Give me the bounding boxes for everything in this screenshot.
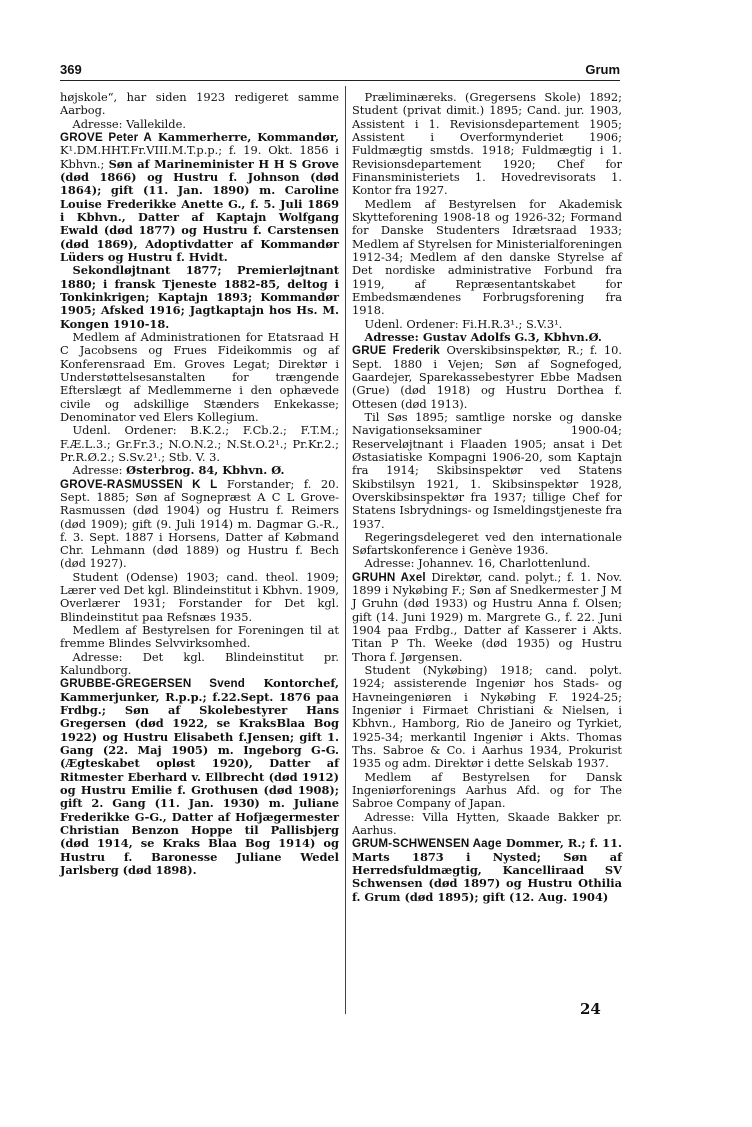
entry-grove — [60, 131, 339, 264]
paragraph: Til Søs 1895; samtlige norske og danske Navigationseksaminer 1900-04; Reserveløjtnant i Flaaden 1905; ansat i Det Østasiatiske Kompagni 1906-20, som Kaptajn fra 1914; Skibsinspektør ved Statens Skibstilsyn 1921, 1. Skibsinspektør 1928, Overskibsinspektør fra 1937; tillige Chef for Statens Isbrydnings- og Ismeldingstjeneste fra 1937. — [352, 409, 622, 531]
paragraph: Præliminæreks. (Gregersens Skole) 1892; Student (privat dimit.) 1895; Cand. jur. 1903, Assistent i 1. Revisionsdepartement 1905; Assistent i Overformynderiet 1906; Fuldmægtig smstds. 1918; Fuldmægtig i 1. Revisionsdepartement 1920; Chef for Finansministeriets 1. Hovedrevisorats 1. Kontor fra 1927. — [352, 90, 622, 198]
entry-text: Dommer, R.; f. 11. Marts 1873 i Nysted; Søn af Herredsfuldmægtig, Kancelliraad SV Schwensen (død 1897) og Hustru Othilia f. Grum (død 1895); gift (12. Aug. 1904) — [352, 836, 622, 904]
address-line: Adresse: Det kgl. Blindeinstitut pr. Kalundborg. — [60, 649, 339, 678]
entry-name: GRUM-SCHWENSEN Aage — [352, 837, 502, 851]
entry-grue — [352, 344, 622, 411]
entry-text: Marineminister H H S Grove (død 1866) og Hustru f. Johnson (død 1864); gift (11. Jan. 1890) m. Caroline Louise Frederikke Anette G., f. 5. Juli 1869 i Kbhvn., Datter af Kaptajn Wolfgang Ewald (død 1877) og Hustru f. Carstensen (død 1869), Adoptivdatter af Kommandør Lüders og Hustru f. Hvidt. — [60, 156, 339, 264]
paragraph: Student (Nykøbing) 1918; cand. polyt. 1924; assisterende Ingeniør hos Stads- og Havneingeniøren i Nykøbing F. 1924-25; Ingeniør i Firmaet Christiani & Nielsen, i Kbhvn., Hamborg, Rio de Janeiro og Tyrkiet, 1925-34; merkantil Ingeniør i Akts. Thomas Ths. Sabroe & Co. i Aarhus 1934, Prokurist 1935 og adm. Direktør i dette Selskab 1937. — [352, 663, 622, 771]
header-keyword: Grum — [585, 62, 620, 77]
paragraph: Medlem af Administrationen for Etatsraad H C Jacobsens og Frues Fideikommis og af Konferensraad Em. Groves Legat; Direktør i Understøttelsesanstalten for trængende Efterslægt af Medlemmerne i den ophævede civile og adskillige Stænders Enkekasse; Denominator ved Elers Kollegium. — [60, 329, 339, 424]
paragraph: Student (Odense) 1903; cand. theol. 1909; Lærer ved Det kgl. Blindeinstitut i Kbhvn. 1909, Overlærer 1931; Forstander for Det kgl. Blindeinstitut paa Refsnæs 1935. — [60, 569, 339, 624]
paragraph: højskole“, har siden 1923 redigeret samme Aarbog. — [60, 90, 339, 118]
entry-grum-schwensen — [352, 837, 622, 904]
paragraph: Udenl. Ordener: B.K.2.; F.Cb.2.; F.T.M.; F.Æ.L.3.; Gr.Fr.3.; N.O.N.2.; N.St.O.2¹.; Pr.Kr.2.; Pr.R.Ø.2.; S.Sv.2¹.; Stb. V. 3. — [60, 423, 339, 464]
paragraph: Udenl. Ordener: Fi.H.R.3¹.; S.V.3¹. — [364, 316, 563, 331]
address-line: Adresse: Johannev. 16, Charlottenlund. — [364, 556, 591, 571]
running-header — [60, 62, 620, 80]
page-number: 369 — [60, 62, 82, 77]
address-label: Adresse: — [72, 463, 127, 478]
address-line: Adresse: Vallekilde. — [72, 116, 186, 131]
entry-name: GRUE Frederik — [352, 344, 440, 358]
entry-text: Kontorchef, Kammerjunker, R.p.p.; f.22.Sept. 1876 paa Frdbg.; Søn af Skolebestyrer Hans Gregersen (død 1922, se KraksBlaa Bog 1922) og Hustru Elisabeth f.Jensen; gift 1. Gang (22. Maj 1905) m. Ingeborg G-G. (Ægteskabet opløst 1920), Datter af Ritmester Eberhard v. Ellbrecht (død 1912) og Hustru Emilie f. Grothusen (død 1908); gift 2. Gang (11. Jan. 1930) m. Juliane Frederikke G-G., Datter af Hofjægermester Christian Benzon Hoppe til Pallisbjerg (død 1914, se Kraks Blaa Bog 1914) og Hustru f. Baronesse Juliane Wedel Jarlsberg (død 1898). — [60, 676, 339, 878]
header-rule — [60, 80, 620, 81]
address-line: Adresse: Villa Hytten, Skaade Bakker pr. Aarhus. — [352, 809, 622, 838]
entry-name: GROVE-RASMUSSEN K L — [60, 477, 218, 491]
paragraph: Medlem af Bestyrelsen for Dansk Ingeniørforenings Aarhus Afd. og for The Sabroe Company of Japan. — [352, 769, 622, 811]
entry-text: Overskibsinspektør, R.; f. 10. Sept. 1880 i Vejen; Søn af Sognefoged, Gaardejer, Sparekassebestyrer Ebbe Madsen (Grue) (død 1918) og Hustru Dorthea f. Ottesen (død 1913). — [352, 343, 622, 411]
paragraph: Sekondløjtnant 1877; Premierløjtnant 1880; i fransk Tjeneste 1882-85, deltog i Tonkinkrigen; Kaptajn 1893; Kommandør 1905; Afsked 1916; Jagtkaptajn hos Hs. M. Kongen 1910-18. — [60, 263, 339, 331]
paragraph: Regeringsdelegeret ved den internationale Søfartskonference i Genève 1936. — [352, 529, 622, 558]
entry-grove-rasmussen — [60, 478, 339, 571]
entry-grubbe-gregersen — [60, 677, 339, 877]
paragraph: Medlem af Bestyrelsen for Akademisk Skytteforening 1908-18 og 1926-32; Formand for Danske Studenters Idrætsraad 1933; Medlem af Styrelsen for Ministerialforeningen 1912-34; Medlem af den danske Styrelse af Det nordiske administrative Forbund fra 1919, af Repræsentantskabet for Embedsmændenes Forbrugsforening fra 1918. — [352, 196, 622, 318]
right-column — [352, 91, 622, 904]
entry-text: Søn af — [108, 156, 150, 171]
entry-gruhn — [352, 571, 622, 664]
entry-text: Direktør, cand. polyt.; f. 1. Nov. 1899 i Nykøbing F.; Søn af Snedkermester J M J Gruhn (død 1933) og Hustru Anna f. Olsen; gift (14. Juni 1929) m. Margrete G., f. 22. Juni 1904 paa Frdbg., Datter af Kasserer i Akts. Titan P Th. Weeke (død 1935) og Hustru Thora f. Jørgensen. — [352, 569, 622, 664]
left-column — [60, 91, 339, 877]
entry-name: GRUHN Axel — [352, 570, 426, 584]
address-line — [60, 464, 339, 477]
entry-text: Kammerherre, Kommandør, — [151, 129, 339, 144]
address-line: Adresse: Gustav Adolfs G.3, Kbhvn.Ø. — [364, 329, 602, 344]
paragraph: Medlem af Bestyrelsen for Foreningen til at fremme Blindes Selvvirksomhed. — [60, 623, 339, 651]
entry-name: GROVE Peter A — [60, 130, 152, 144]
entry-name: GRUBBE-GREGERSEN Svend — [60, 677, 246, 691]
entry-text: K¹.DM.HHT.Fr.VIII.M.T.p.p.; f. 19. Okt. 1856 i Kbhvn.; — [60, 143, 339, 171]
column-divider — [345, 86, 346, 1014]
signature-mark: 24 — [580, 1000, 601, 1018]
entry-text: Forstander; f. 20. Sept. 1885; Søn af Sognepræst A C L Grove-Rasmussen (død 1904) og Hustru f. Reimers (død 1909); gift (9. Juli 1914) m. Dagmar G.-R., f. 3. Sept. 1887 i Horsens, Datter af Købmand Chr. Lehmann (død 1889) og Hustru f. Bech (død 1927). — [60, 476, 340, 571]
address-value: Østerbrog. 84, Kbhvn. Ø. — [126, 463, 285, 478]
